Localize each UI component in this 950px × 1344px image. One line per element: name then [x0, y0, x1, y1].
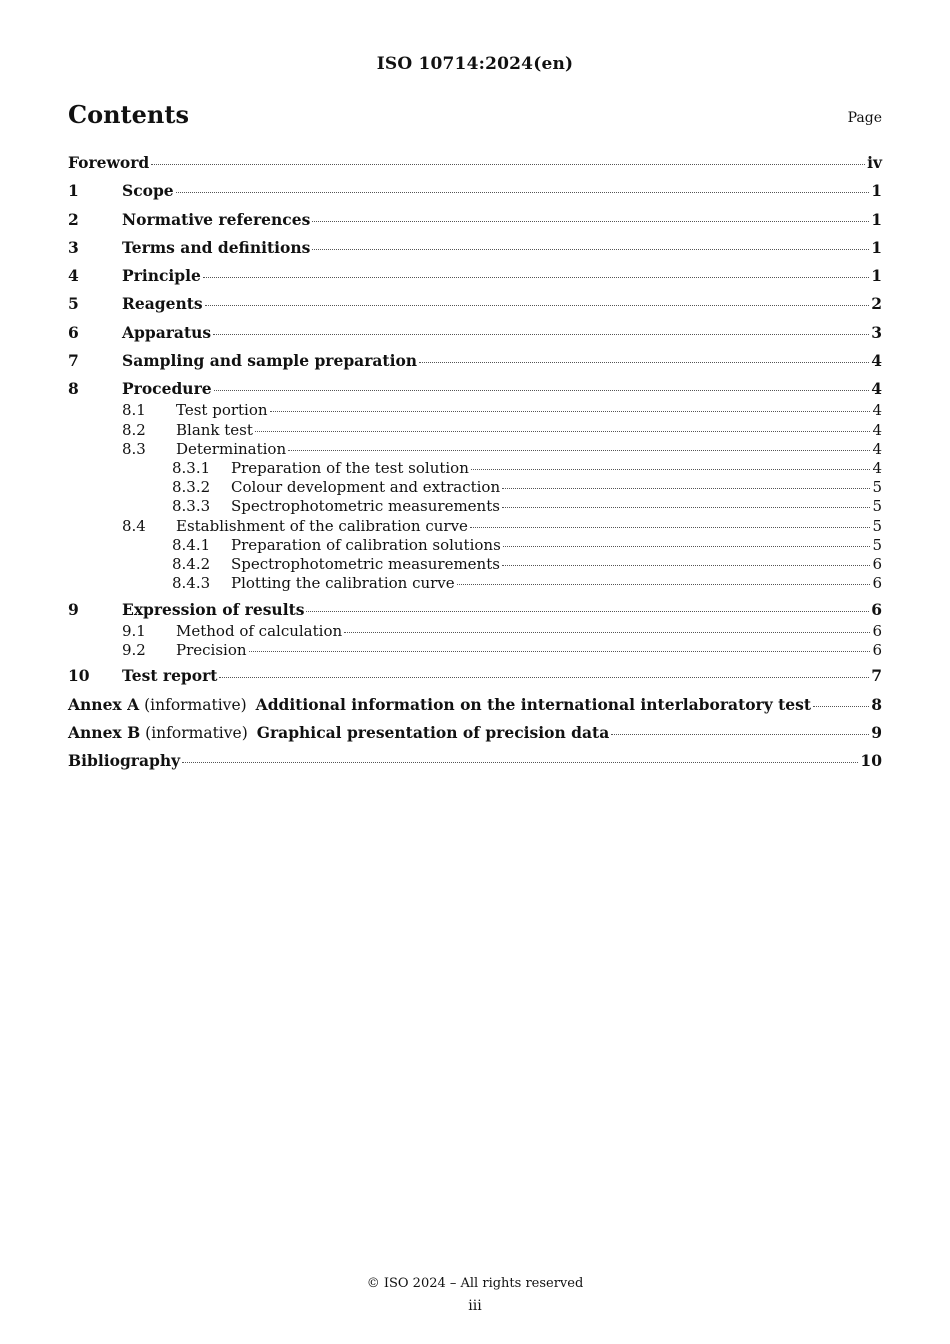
toc-entry-page: 8	[871, 694, 882, 714]
annex-type: (informative)	[145, 723, 248, 742]
toc-entry-number: 8.4.1	[172, 535, 211, 554]
toc-entry-title: Colour development and extraction	[231, 478, 501, 497]
toc-entry-colour-development[interactable]	[68, 478, 882, 497]
toc-entry-title: Preparation of the test solution	[231, 458, 469, 477]
toc-entry-bibliography[interactable]	[68, 751, 882, 773]
toc-entry-spectrophotometric-measurements-2[interactable]	[68, 555, 882, 574]
document-id: ISO 10714:2024(en)	[376, 54, 574, 74]
contents-heading: Contents	[68, 100, 189, 129]
copyright-notice: © ISO 2024 – All rights reserved	[366, 1276, 584, 1291]
toc-entry-page: 6	[872, 640, 882, 659]
page-number: iii	[468, 1298, 482, 1314]
toc-entry-page: 4	[871, 351, 882, 371]
annex-label: Annex B	[68, 722, 141, 742]
toc-entry-number: 8.3	[122, 439, 146, 458]
toc-entry-number: 2	[68, 209, 79, 229]
toc-entry-title: Determination	[176, 439, 287, 458]
annex-title: Graphical presentation of precision data	[256, 722, 610, 742]
dot-leader	[213, 333, 869, 335]
toc-entry-page: 6	[872, 574, 882, 593]
toc-entry-method-of-calculation[interactable]	[68, 622, 882, 641]
toc-entry-number: 8.4.3	[172, 574, 211, 593]
toc-entry-title: Spectrophotometric measurements	[231, 554, 500, 573]
toc-entry-number: 5	[68, 294, 79, 314]
dot-leader	[288, 449, 870, 451]
toc-entry-page: 5	[872, 478, 882, 497]
toc-entry-page: 7	[871, 666, 882, 686]
toc-entry-title: Foreword	[68, 153, 150, 172]
dot-leader	[255, 430, 871, 432]
toc-entry-title: Procedure	[122, 379, 212, 399]
toc-entry-page: 10	[860, 751, 882, 771]
toc-entry-title: Principle	[122, 266, 201, 286]
toc-entry-page: 1	[871, 181, 882, 201]
toc-entry-number: 8.2	[122, 420, 146, 439]
toc-entry-determination[interactable]	[68, 440, 882, 459]
toc-entry-title: Terms and definitions	[122, 237, 311, 257]
toc-entry-page: 4	[872, 439, 882, 458]
dot-leader	[419, 361, 869, 363]
toc-entry-title: Establishment of the calibration curve	[176, 516, 468, 535]
dot-leader	[312, 220, 869, 222]
annex-title: Additional information on the international interlaboratory test	[255, 694, 812, 714]
toc-entry-page: 6	[872, 621, 882, 640]
toc-entry-number: 8.3.2	[172, 478, 211, 497]
toc-entry-title: Method of calculation	[176, 621, 343, 640]
dot-leader	[176, 191, 870, 193]
toc-entry-number: 8.3.3	[172, 497, 211, 516]
toc-entry-title: Blank test	[176, 420, 253, 439]
toc-entry-number: 8	[68, 379, 79, 399]
dot-leader	[344, 631, 870, 633]
toc-entry-terms-and-definitions[interactable]	[68, 238, 882, 260]
dot-leader	[203, 276, 869, 278]
toc-entry-test-report[interactable]	[68, 666, 882, 688]
toc-entry-preparation-test-solution[interactable]	[68, 459, 882, 478]
toc-entry-number: 8.4	[122, 516, 146, 535]
annex-label: Annex A	[68, 694, 140, 714]
toc-entry-page: 6	[872, 554, 882, 573]
toc-entry-annex-b[interactable]	[68, 723, 882, 745]
toc-entry-sampling[interactable]	[68, 351, 882, 373]
dot-leader	[182, 761, 858, 763]
dot-leader	[611, 733, 869, 735]
dot-leader	[306, 610, 869, 612]
toc-entry-precision[interactable]	[68, 641, 882, 660]
toc-entry-title: Apparatus	[122, 322, 212, 342]
toc-entry-page: iv	[867, 153, 882, 172]
toc-entry-test-portion[interactable]	[68, 401, 882, 420]
toc-entry-title: Test portion	[176, 401, 268, 420]
toc-entry-page: 5	[872, 497, 882, 516]
toc-entry-page: 4	[872, 401, 882, 420]
toc-entry-number: 10	[68, 666, 90, 686]
toc-entry-title: Plotting the calibration curve	[231, 574, 455, 593]
dot-leader	[312, 248, 869, 250]
toc-entry-page: 2	[871, 294, 882, 314]
annex-type: (informative)	[144, 695, 247, 714]
toc-entry-title: Normative references	[122, 209, 311, 229]
toc-entry-principle[interactable]	[68, 266, 882, 288]
toc-entry-preparation-calibration-solutions[interactable]	[68, 536, 882, 555]
toc-entry-scope[interactable]	[68, 181, 882, 203]
dot-leader	[502, 564, 871, 566]
toc-entry-page: 5	[872, 516, 882, 535]
dot-leader	[470, 526, 871, 528]
toc-entry-calibration-curve[interactable]	[68, 517, 882, 536]
toc-entry-title: Test report	[122, 666, 218, 686]
toc-entry-page: 1	[871, 237, 882, 257]
toc-entry-page: 5	[872, 535, 882, 554]
dot-leader	[502, 506, 871, 508]
dot-leader	[205, 304, 870, 306]
page-column-label: Page	[847, 110, 882, 126]
toc-entry-number: 9	[68, 599, 79, 619]
toc-entry-number: 7	[68, 351, 79, 371]
toc-entry-procedure[interactable]	[68, 379, 882, 401]
toc-entry-title: Bibliography	[68, 751, 181, 771]
toc-entry-apparatus[interactable]	[68, 323, 882, 345]
toc-entry-normative-references[interactable]	[68, 210, 882, 232]
dot-leader	[457, 583, 871, 585]
toc-entry-title: Precision	[176, 640, 247, 659]
dot-leader	[502, 487, 870, 489]
toc-entry-title: Preparation of calibration solutions	[231, 535, 501, 554]
toc-entry-page: 3	[871, 322, 882, 342]
toc-entry-number: 1	[68, 181, 79, 201]
dot-leader	[471, 468, 871, 470]
toc-entry-expression-of-results[interactable]	[68, 600, 882, 622]
toc-entry-spectrophotometric-measurements-1[interactable]	[68, 497, 882, 516]
toc-entry-page: 1	[871, 266, 882, 286]
toc-entry-annex-a[interactable]	[68, 695, 882, 717]
toc-entry-page: 9	[871, 722, 882, 742]
toc-entry-blank-test[interactable]	[68, 421, 882, 440]
dot-leader	[249, 650, 871, 652]
table-of-contents	[68, 153, 882, 773]
toc-entry-number: 4	[68, 266, 79, 286]
toc-entry-number: 6	[68, 322, 79, 342]
toc-entry-number: 8.3.1	[172, 458, 211, 477]
toc-entry-page: 4	[871, 379, 882, 399]
toc-entry-number: 8.1	[122, 401, 146, 420]
toc-entry-page: 1	[871, 209, 882, 229]
dot-leader	[813, 705, 869, 707]
toc-entry-title: Scope	[122, 181, 174, 201]
toc-entry-title: Spectrophotometric measurements	[231, 497, 500, 516]
toc-entry-number: 8.4.2	[172, 554, 211, 573]
toc-entry-title: Expression of results	[122, 599, 305, 619]
dot-leader	[214, 389, 870, 391]
dot-leader	[503, 545, 871, 547]
dot-leader	[219, 676, 869, 678]
toc-entry-plotting-calibration-curve[interactable]	[68, 574, 882, 593]
dot-leader	[151, 163, 865, 165]
toc-entry-page: 4	[872, 420, 882, 439]
toc-entry-page: 4	[872, 458, 882, 477]
toc-entry-number: 9.1	[122, 621, 146, 640]
toc-entry-reagents[interactable]	[68, 294, 882, 316]
toc-entry-title: Reagents	[122, 294, 203, 314]
toc-entry-page: 6	[871, 599, 882, 619]
toc-entry-foreword[interactable]	[68, 153, 882, 175]
toc-entry-number: 9.2	[122, 640, 146, 659]
dot-leader	[270, 410, 871, 412]
toc-entry-title: Sampling and sample preparation	[122, 351, 418, 371]
toc-entry-number: 3	[68, 237, 79, 257]
